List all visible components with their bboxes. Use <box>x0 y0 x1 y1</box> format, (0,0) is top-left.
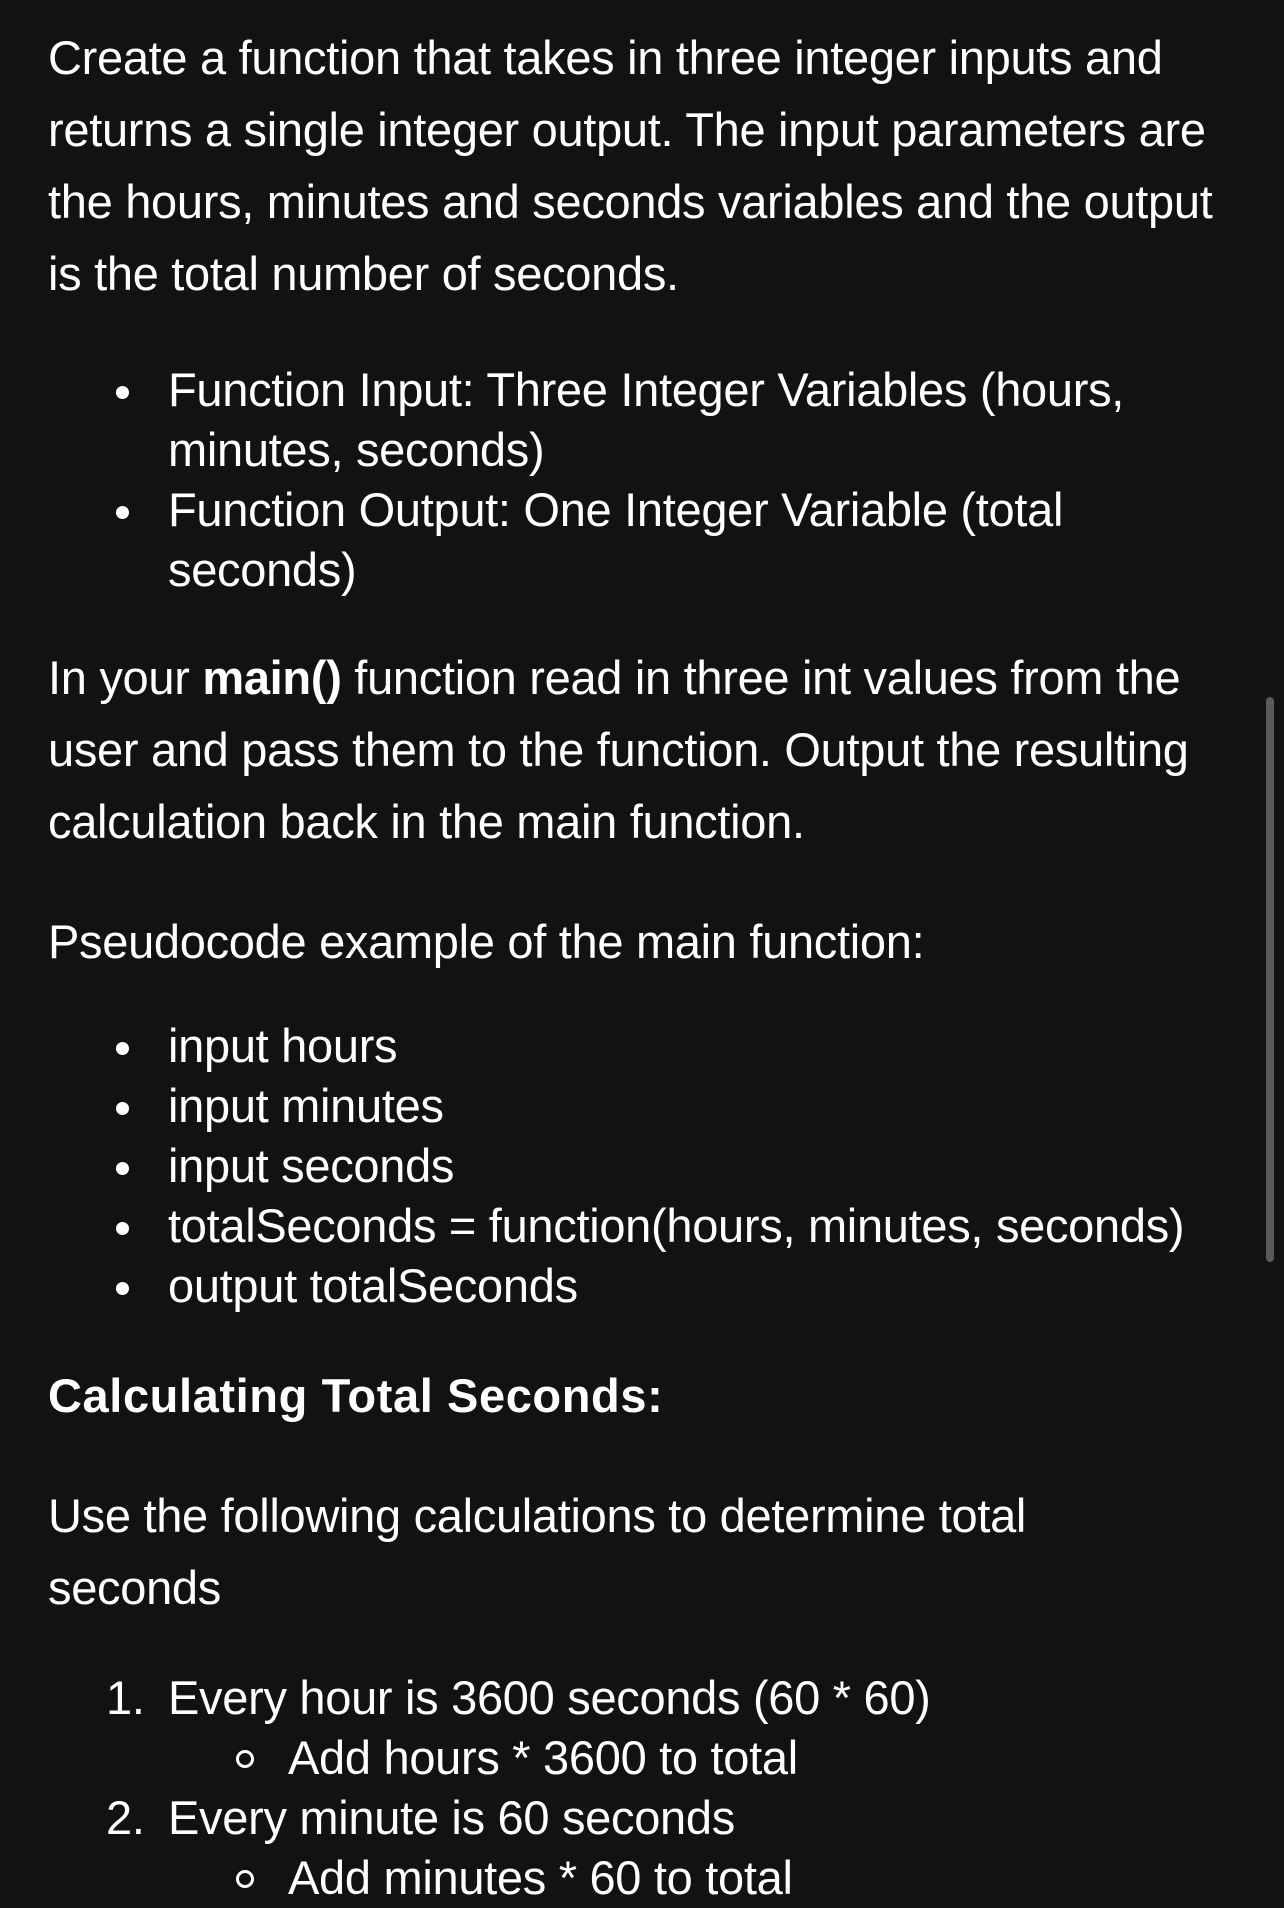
bullet-icon <box>116 1162 129 1175</box>
intro-paragraph: Create a function that takes in three integer inputs and returns a single integer output. The input parameters are the hours, minutes and seconds variables and the output is the total number of seconds. <box>48 31 1213 300</box>
list-item <box>48 480 1238 600</box>
calc-intro: Use the following calculations to determine total seconds <box>48 1489 1027 1614</box>
list-item-text: input hours <box>168 1019 398 1072</box>
step-text: Every minute is 60 seconds <box>168 1791 735 1844</box>
sub-step-text: Add hours * 3600 to total <box>288 1731 798 1784</box>
list-item-text: Function Input: Three Integer Variables (hours, minutes, seconds) <box>168 363 1125 476</box>
list-item-text: Function Output: One Integer Variable (total seconds) <box>168 483 1064 596</box>
step-item <box>48 1788 1238 1848</box>
main-paragraph-before: In your <box>48 651 203 704</box>
calc-heading: Calculating Total Seconds: <box>48 1369 664 1422</box>
list-item-text: input minutes <box>168 1079 444 1132</box>
bullet-icon <box>116 1222 129 1235</box>
list-item <box>48 1136 1238 1196</box>
vertical-scrollbar[interactable] <box>1266 697 1274 1262</box>
list-item <box>48 1016 1238 1076</box>
circle-bullet-icon <box>236 1750 254 1768</box>
assignment-content <box>48 22 1238 1908</box>
step-item <box>48 1668 1238 1728</box>
list-item <box>48 1076 1238 1136</box>
circle-bullet-icon <box>236 1870 254 1888</box>
step-number: 1. <box>106 1671 145 1724</box>
sub-step-text: Add minutes * 60 to total <box>288 1851 793 1904</box>
step-number: 2. <box>106 1791 145 1844</box>
bullet-icon <box>116 506 129 519</box>
list-item-text: input seconds <box>168 1139 455 1192</box>
list-item-text: output totalSeconds <box>168 1259 578 1312</box>
list-item <box>48 1256 1238 1316</box>
bullet-icon <box>116 1102 129 1115</box>
io-list <box>48 360 1238 600</box>
bullet-icon <box>116 386 129 399</box>
sub-step-item <box>48 1848 1238 1908</box>
list-item <box>48 1196 1238 1256</box>
pseudocode-intro: Pseudocode example of the main function: <box>48 915 925 968</box>
calc-steps <box>48 1668 1238 1908</box>
sub-step-item <box>48 1728 1238 1788</box>
main-paragraph-after: function read in three int values from the user and pass them to the function. Output the resulting calculation back in the main function. <box>48 651 1189 848</box>
pseudocode-list <box>48 1016 1238 1316</box>
main-function-name: main() <box>202 651 342 704</box>
list-item-text: totalSeconds = function(hours, minutes, seconds) <box>168 1199 1185 1252</box>
list-item <box>48 360 1238 480</box>
main-paragraph <box>48 642 1238 858</box>
bullet-icon <box>116 1042 129 1055</box>
bullet-icon <box>116 1282 129 1295</box>
step-text: Every hour is 3600 seconds (60 * 60) <box>168 1671 931 1724</box>
